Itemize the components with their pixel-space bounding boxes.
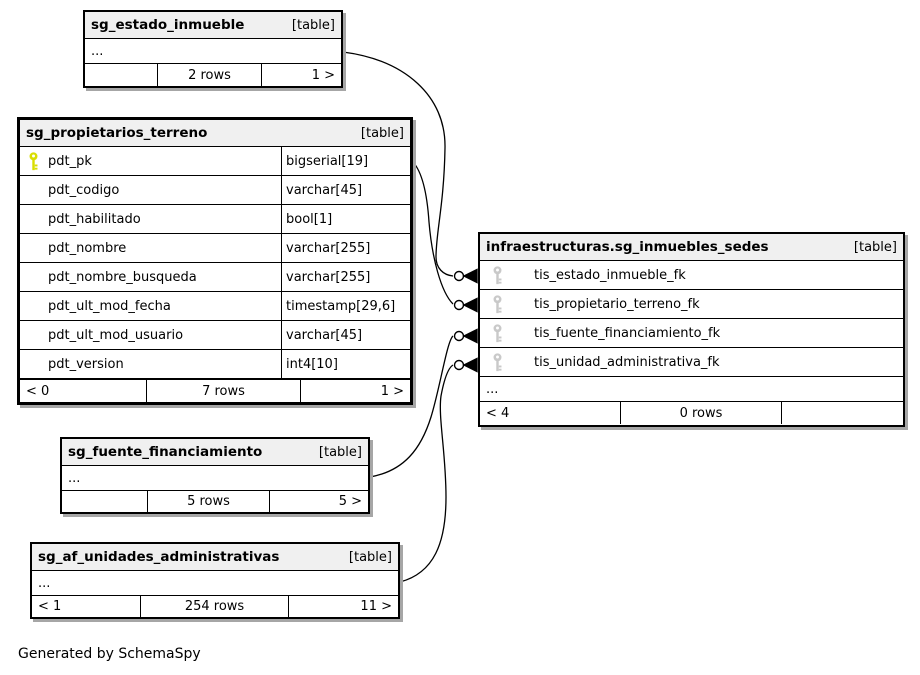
table-header[interactable] (32, 544, 398, 571)
fk-column-row (480, 319, 903, 348)
footer-children: 1 > (300, 380, 410, 402)
table-badge: [table] (291, 17, 335, 33)
column-type: int4[10] (281, 350, 410, 378)
fk-column-row (480, 261, 903, 290)
column-name: pdt_pk (48, 153, 92, 169)
footer-parents: < 0 (26, 383, 50, 399)
footer-children: 11 > (288, 596, 398, 617)
columns-ellipsis: ... (480, 377, 903, 401)
column-row (20, 292, 410, 321)
footer-rowcount: 254 rows (140, 596, 288, 617)
column-row (20, 205, 410, 234)
column-name: pdt_ult_mod_usuario (48, 327, 184, 343)
footer-children: 5 > (269, 491, 368, 512)
column-type: bigserial[19] (281, 147, 410, 175)
columns-ellipsis: ... (32, 571, 398, 595)
column-row (20, 350, 410, 379)
table-footer (32, 595, 398, 617)
column-row (20, 176, 410, 205)
foreign-key-icon (492, 353, 506, 372)
column-name: tis_fuente_financiamiento_fk (534, 325, 721, 341)
table-sg-fuente-financiamiento[interactable] (60, 437, 370, 514)
table-title[interactable]: sg_fuente_financiamiento (68, 444, 263, 460)
column-row (20, 321, 410, 350)
column-type: timestamp[29,6] (281, 292, 410, 320)
column-type: bool[1] (281, 205, 410, 233)
column-name: pdt_nombre (48, 240, 127, 256)
table-badge: [table] (360, 125, 404, 141)
column-type: varchar[255] (281, 263, 410, 291)
edge-propietario-terreno (413, 162, 453, 304)
column-row (20, 263, 410, 292)
table-badge: [table] (853, 239, 897, 255)
footer-parents (85, 64, 157, 86)
column-name: pdt_codigo (48, 182, 120, 198)
table-title[interactable]: sg_estado_inmueble (91, 17, 245, 33)
primary-key-icon (28, 152, 42, 171)
column-row (20, 234, 410, 263)
column-name: pdt_ult_mod_fecha (48, 298, 171, 314)
column-row (20, 147, 410, 176)
generated-by-caption: Generated by SchemaSpy (18, 646, 201, 662)
crowfoot-endpoints (455, 270, 478, 372)
table-sg-estado-inmueble[interactable] (83, 10, 343, 88)
table-title[interactable]: infraestructuras.sg_inmuebles_sedes (486, 239, 769, 255)
foreign-key-icon (492, 266, 506, 285)
footer-rowcount: 2 rows (157, 64, 261, 86)
foreign-key-icon (492, 324, 506, 343)
footer-rowcount: 7 rows (146, 380, 300, 402)
fk-column-row (480, 290, 903, 319)
column-name: pdt_habilitado (48, 211, 141, 227)
footer-rowcount: 5 rows (147, 491, 269, 512)
table-badge: [table] (318, 444, 362, 460)
footer-parents: < 1 (38, 599, 62, 614)
footer-children: 1 > (261, 64, 341, 86)
table-footer (85, 63, 341, 86)
columns-ellipsis: ... (62, 466, 368, 490)
fk-column-row (480, 348, 903, 377)
table-header[interactable] (62, 439, 368, 466)
table-header[interactable] (85, 12, 341, 39)
foreign-key-icon (492, 295, 506, 314)
table-header[interactable] (20, 120, 410, 147)
column-name: pdt_version (48, 356, 124, 372)
table-header[interactable] (480, 234, 903, 261)
table-sg-inmuebles-sedes[interactable] (478, 232, 905, 427)
column-name: tis_propietario_terreno_fk (534, 296, 700, 312)
footer-parents: < 4 (486, 405, 510, 421)
column-type: varchar[255] (281, 234, 410, 262)
table-title[interactable]: sg_af_unidades_administrativas (38, 549, 280, 565)
table-footer (20, 379, 410, 402)
columns-ellipsis: ... (85, 39, 341, 63)
table-sg-propietarios-terreno[interactable] (17, 117, 413, 405)
table-title[interactable]: sg_propietarios_terreno (26, 125, 208, 141)
table-footer (62, 490, 368, 512)
footer-children (781, 402, 903, 424)
table-sg-af-unidades-administrativas[interactable] (30, 542, 400, 619)
column-type: varchar[45] (281, 176, 410, 204)
column-type: varchar[45] (281, 321, 410, 349)
column-name: pdt_nombre_busqueda (48, 269, 197, 285)
footer-rowcount: 0 rows (620, 402, 781, 424)
column-name: tis_estado_inmueble_fk (534, 267, 686, 283)
table-footer (480, 401, 903, 424)
footer-parents (62, 491, 147, 512)
table-badge: [table] (348, 549, 392, 565)
column-name: tis_unidad_administrativa_fk (534, 354, 720, 370)
